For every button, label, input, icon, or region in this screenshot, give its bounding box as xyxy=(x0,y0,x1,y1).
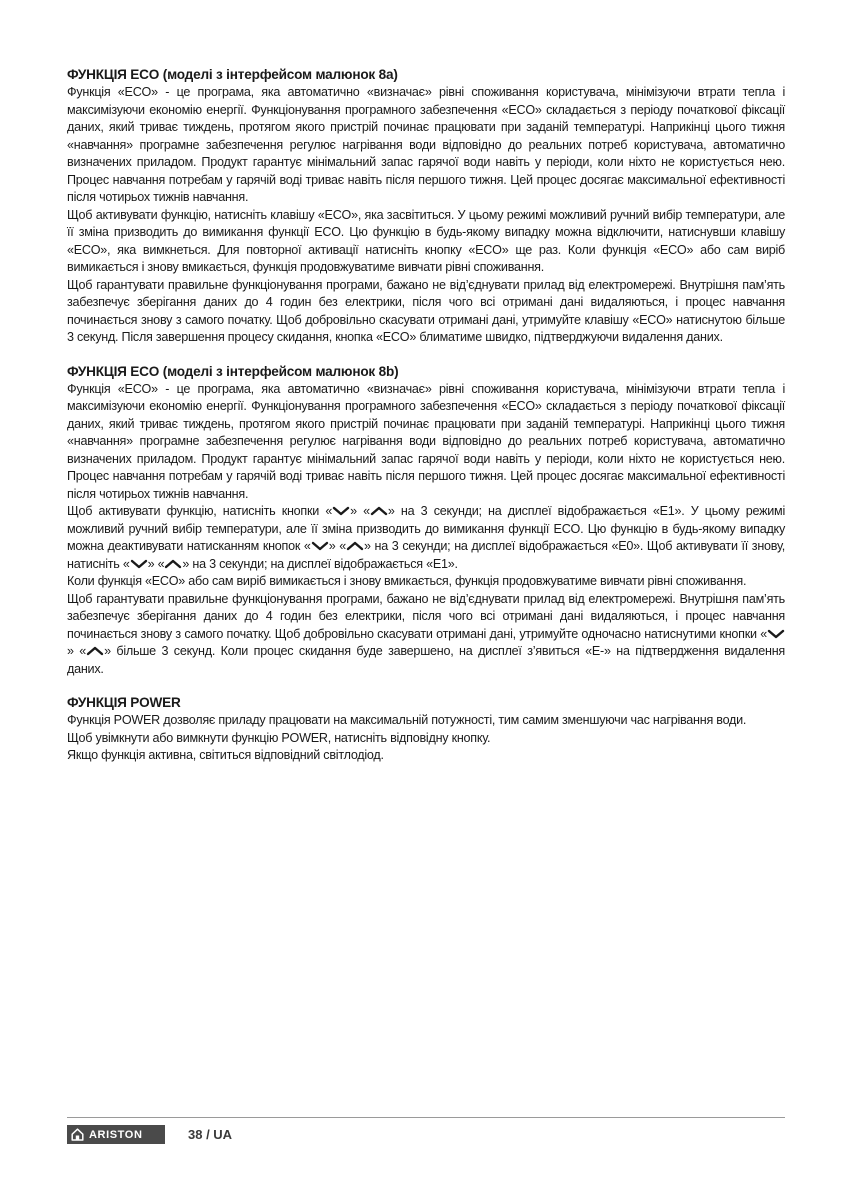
page-number: 38 / UA xyxy=(188,1127,233,1142)
document-body xyxy=(67,66,785,781)
section-eco-8b xyxy=(67,363,785,679)
paragraph: Щоб гарантувати правильне функціонування програми, бажано не від’єднувати прилад від електромережі. Внутрішня пам’ять забезпечує зберігання даних до 4 годин без електрики, після чого всі отримані дані видаляються, і процес навчання починається знову з самого початку. Щоб добровільно скасувати отримані дані, утримуйте клавішу «ECO» натиснутою більше 3 секунд. Після завершення процесу скидання, кнопка «ECO» блиматиме швидко, підтверджуючи видалення даних. xyxy=(67,277,785,344)
paragraph: Функція «ECO» - це програма, яка автоматично «визначає» рівні споживання користувача, мінімізуючи втрати тепла і максимізуючи економію енергії. Функціонування програмного забезпечення «ECO» складається з періоду початкової фіксації даних, який триває тиждень, протягом якого пристрій починає працювати при заданій температурі. Наприкінці цього тижня «навчання» програмне забезпечення регулює нагрівання води відповідно до реальних потреб користувача, автоматично визначених приладом. Продукт гарантує мінімальний запас гарячої води навіть у періоди, коли ніхто не користується нею. Процес навчання потребам у гарячій воді триває навіть після першого тижня. Цей процес досягає максимальної ефективності після чотирьох тижнів навчання. xyxy=(67,85,785,204)
chevron-up-icon xyxy=(164,559,182,569)
section-title: ФУНКЦІЯ POWER xyxy=(67,695,181,710)
brand-name: ARISTON xyxy=(89,1128,143,1141)
chevron-up-icon xyxy=(346,541,364,551)
section-title: ФУНКЦІЯ ECO (моделі з інтерфейсом малюнок 8a) xyxy=(67,67,398,82)
chevron-down-icon xyxy=(311,541,329,551)
text-run: » « xyxy=(147,556,165,571)
text-run: » більше 3 секунд. Коли процес скидання буде завершено, на дисплеї з’явиться «E-» на підтвердження видалення даних. xyxy=(67,644,786,676)
chevron-up-icon xyxy=(370,506,388,516)
footer-divider xyxy=(67,1117,785,1118)
text-run: » « xyxy=(350,504,370,518)
paragraph: Щоб увімкнути або вимкнути функцію POWER, натисніть відповідну кнопку. xyxy=(67,730,491,745)
text-run: » на 3 секунди; на дисплеї відображається «E0». Щоб активувати її знову, натисніть « xyxy=(67,539,785,571)
paragraph: Щоб активувати функцію, натисніть клавішу «ECO», яка засвітиться. У цьому режимі можливий ручний вибір температури, але її зміна призводить до вимикання функції ECO. Цю функцію в будь-якому випадку можна відключити, натиснувши клавішу «ECO», яка вимкнеться. Для повторної активації натисніть кнопку «ECO» ще раз. Коли функція «ECO» або сам виріб вимикається і знову вмикається, функція продовжуватиме вивчати рівні споживання. xyxy=(67,207,785,274)
paragraph: Функція POWER дозволяє приладу працювати на максимальній потужності, тим самим зменшуючи час нагрівання води. xyxy=(67,713,747,727)
house-icon xyxy=(71,1128,84,1141)
chevron-down-icon xyxy=(130,559,148,569)
section-eco-8a xyxy=(67,66,785,347)
paragraph xyxy=(67,503,785,573)
text-run: » « xyxy=(328,539,346,553)
text-run: » на 3 секунди; на дисплеї відображається «E1». У цьому режимі можливий ручний вибір температури, але її зміна призводить до вимикання функції ECO. Цю функцію в будь-якому випадку можна деактивувати натисканням кнопок « xyxy=(67,504,785,553)
text-run: Щоб гарантувати правильне функціонування програми, бажано не від’єднувати прилад від електромережі. Внутрішня пам’ять забезпечує зберігання даних до 4 годин без електрики, після чого всі отримані дані видаляються, і процес навчання починається знову з самого початку. Щоб добровільно скасувати отримані дані, утримуйте одночасно натиснутими кнопки « xyxy=(67,591,785,641)
text-run: Щоб активувати функцію, натисніть кнопки « xyxy=(67,504,333,518)
text-run: » « xyxy=(67,644,87,658)
section-title: ФУНКЦІЯ ECO (моделі з інтерфейсом малюнок 8b) xyxy=(67,363,399,379)
section-power xyxy=(67,694,785,765)
paragraph: Функція «ECO» - це програма, яка автоматично «визначає» рівні споживання користувача, мінімізуючи втрати тепла і максимізуючи економію енергії. Функціонування програмного забезпечення «ECO» складається з періоду початкової фіксації даних, який триває тиждень, протягом якого пристрій починає працювати при заданій температурі. Наприкінці цього тижня «навчання» програмне забезпечення регулює нагрівання води відповідно до реальних потреб користувача, автоматично визначених приладом. Продукт гарантує мінімальний запас гарячої води навіть у періоди, коли ніхто не користується нею. Процес навчання потребам у гарячій воді триває навіть після першого тижня. Цей процес досягає максимальної ефективності після чотирьох тижнів навчання. xyxy=(67,381,785,501)
chevron-down-icon xyxy=(767,629,785,639)
paragraph: Якщо функція активна, світиться відповідний світлодіод. xyxy=(67,748,384,762)
chevron-up-icon xyxy=(86,646,104,656)
chevron-down-icon xyxy=(332,506,350,516)
brand-logo xyxy=(67,1125,165,1144)
paragraph xyxy=(67,591,785,679)
text-run: » на 3 секунди; на дисплеї відображається «E1». xyxy=(182,556,458,571)
paragraph: Коли функція «ECO» або сам виріб вимикається і знову вмикається, функція продовжуватиме вивчати рівні споживання. xyxy=(67,574,747,588)
